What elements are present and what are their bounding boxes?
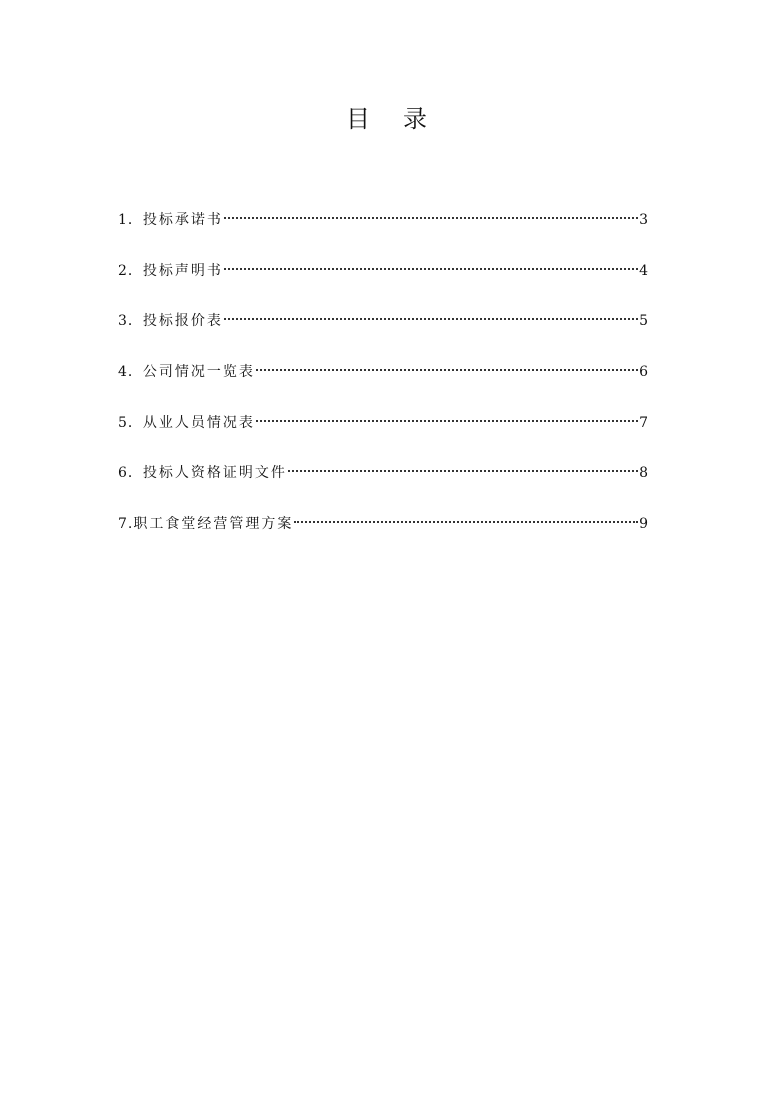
toc-entry-page-number: 4	[639, 262, 648, 279]
toc-entry-1[interactable]	[118, 208, 648, 259]
toc-entry-7[interactable]	[118, 512, 648, 563]
toc-dot-leader	[256, 355, 638, 371]
toc-entry-label: 公司情况一览表	[142, 364, 255, 381]
toc-dot-leader	[224, 304, 638, 320]
table-of-contents	[118, 208, 648, 563]
toc-entry-number: 1．	[118, 212, 143, 228]
toc-heading-part-1: 目	[346, 105, 371, 133]
toc-entry-page-number: 9	[639, 516, 648, 533]
toc-heading	[0, 103, 774, 135]
toc-entry-4[interactable]	[118, 360, 648, 411]
toc-dot-leader	[224, 203, 638, 219]
toc-entry-6[interactable]	[118, 461, 648, 512]
toc-entry-page-number: 7	[639, 414, 648, 431]
toc-entry-label: 从业人员情况表	[142, 414, 255, 431]
toc-entry-label: 投标承诺书	[142, 212, 223, 228]
toc-entry-2[interactable]	[118, 259, 648, 310]
toc-entry-3[interactable]	[118, 309, 648, 360]
toc-entry-number: 4．	[118, 364, 143, 381]
toc-entry-page-number: 5	[639, 313, 648, 330]
toc-entry-number: 2．	[118, 262, 143, 279]
toc-entry-number: 3．	[118, 313, 143, 330]
toc-entry-5[interactable]	[118, 411, 648, 462]
toc-entry-number: 5．	[118, 414, 143, 431]
toc-dot-leader	[256, 406, 638, 422]
toc-entry-page-number: 6	[639, 364, 648, 381]
toc-entry-page-number: 8	[639, 465, 648, 482]
toc-heading-part-2: 录	[403, 105, 428, 133]
toc-entry-label: 职工食堂经营管理方案	[133, 516, 294, 533]
toc-entry-label: 投标声明书	[142, 262, 223, 279]
toc-dot-leader	[288, 456, 638, 472]
toc-entry-label: 投标报价表	[142, 313, 223, 330]
toc-entry-label: 投标人资格证明文件	[142, 465, 287, 482]
toc-entry-number: 7.	[118, 516, 134, 533]
toc-entry-number: 6．	[118, 465, 143, 482]
toc-entry-page-number: 3	[639, 212, 648, 228]
toc-dot-leader	[224, 254, 638, 270]
toc-dot-leader	[294, 507, 638, 523]
